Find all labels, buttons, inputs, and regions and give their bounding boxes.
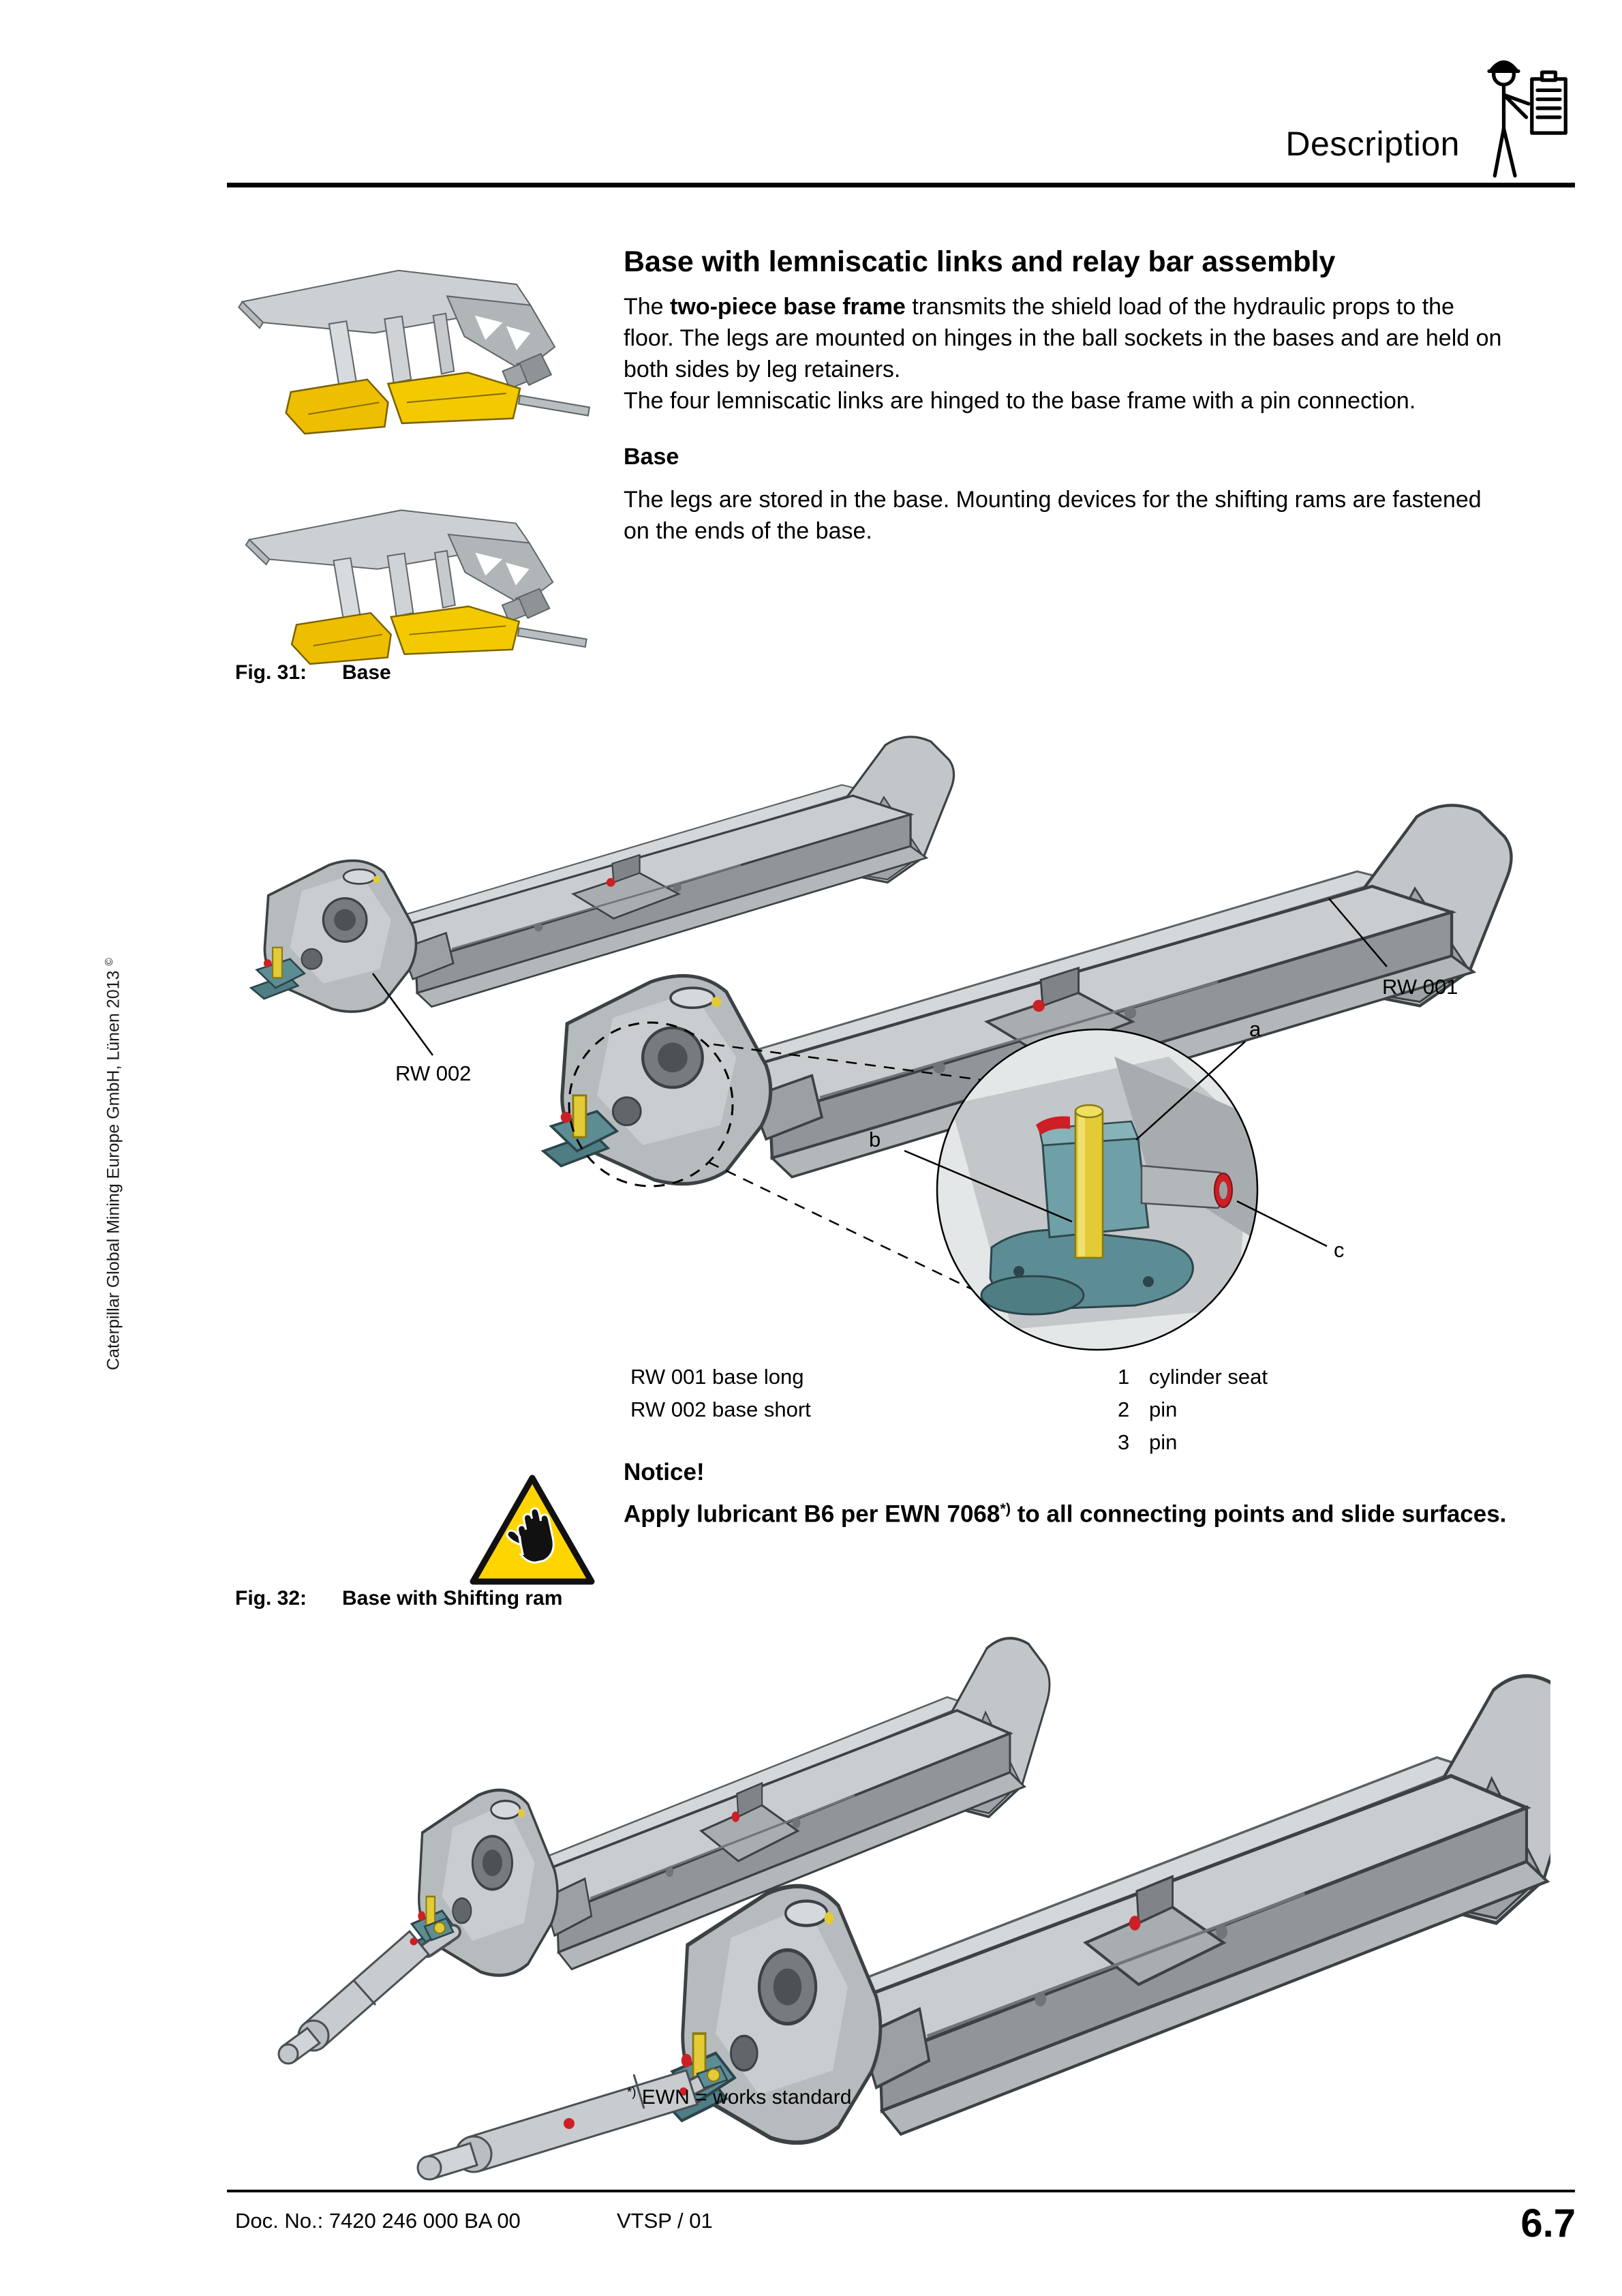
fig32-caption [235, 1587, 562, 1610]
paragraph-links: The four lemniscatic links are hinged to the base frame with a pin connection. [624, 388, 1416, 414]
base-assembly-rw002 [251, 737, 953, 1012]
description-section [624, 245, 1504, 547]
legend-item-1 [1118, 1361, 1268, 1393]
legend-num-1: 1 [1118, 1365, 1130, 1389]
copyright-side-note [104, 958, 123, 1370]
footer-doc-number: Doc. No.: 7420 246 000 BA 00 [235, 2209, 521, 2233]
paragraph-base-frame [624, 291, 1504, 385]
shifting-ram-2 [418, 2066, 727, 2179]
para1-post: transmits the shield load of the hydraulic props to the floor. The legs are mounted on hinges in the ball sockets in the bases and are held on both sides by leg retainers. [624, 294, 1502, 382]
fig31-base-illustration [228, 695, 1550, 1360]
footer-rule [227, 2190, 1575, 2192]
legend-num-2: 2 [1118, 1398, 1130, 1421]
notice-body [624, 1492, 1510, 1532]
notice-block [624, 1459, 1510, 1532]
legend-item-rw002: RW 002 base short [630, 1398, 811, 1421]
legend-text-3: pin [1149, 1430, 1178, 1454]
shield-support-thumbnail-1 [225, 258, 593, 450]
footer-revision: VTSP / 01 [617, 2209, 713, 2233]
fig32-label: Fig. 32: [235, 1587, 307, 1610]
base-assembly-with-ram-2 [664, 1676, 1550, 2143]
fig32-base-with-shifting-ram-illustration [228, 1621, 1550, 2194]
footnote-marker: *) [627, 2085, 637, 2099]
legend-item-3 [1118, 1426, 1268, 1459]
legend-item-rw001: RW 001 base long [630, 1365, 804, 1389]
fig31-caption [235, 661, 391, 684]
para1-bold: two-piece base frame [670, 294, 906, 320]
legend-text-2: pin [1149, 1398, 1178, 1421]
legend-num-3: 3 [1118, 1430, 1130, 1454]
notice-title: Notice! [624, 1459, 705, 1485]
notice-footnote-marker: *) [1000, 1500, 1011, 1517]
callout-c: c [1334, 1238, 1345, 1262]
section-heading: Base with lemniscatic links and relay bar assembly [624, 245, 1336, 278]
warning-triangle-icon [468, 1471, 597, 1588]
notice-body-pre: Apply lubricant B6 per EWN 7068 [624, 1500, 1000, 1528]
side-note-text: Caterpillar Global Mining Europe GmbH, Lünen 2013 [104, 970, 123, 1370]
page-title: Description [1285, 125, 1460, 163]
copyright-symbol: © [104, 958, 115, 966]
para1-pre: The [624, 294, 671, 320]
callout-rw001: RW 001 [1382, 975, 1458, 999]
detail-connector-line [709, 1162, 973, 1290]
paragraph-legs: The legs are stored in the base. Mounting devices for the shifting rams are fastened on the ends of the base. [624, 487, 1482, 544]
callout-rw002: RW 002 [395, 1061, 472, 1085]
detail-circle-cylinder-seat [937, 1029, 1257, 1350]
legend-item-2 [1118, 1393, 1268, 1426]
footnote-text: EWN = works standard [636, 2086, 852, 2109]
subheading-base: Base [624, 444, 679, 470]
callout-a: a [1249, 1017, 1261, 1041]
notice-body-post: to all connecting points and slide surfaces. [1011, 1500, 1507, 1528]
worker-icon [1470, 49, 1582, 185]
page-number: 6.7 [1520, 2201, 1576, 2246]
fig31-caption-text: Base [342, 661, 391, 684]
fig31-legend-left [630, 1361, 811, 1426]
shield-support-thumbnail-2 [225, 498, 593, 682]
fig32-caption-text: Base with Shifting ram [342, 1587, 563, 1610]
fig31-legend-right [1118, 1361, 1268, 1459]
header-rule [227, 183, 1575, 187]
footnote [627, 2085, 851, 2109]
fig31-label: Fig. 31: [235, 661, 307, 684]
shifting-ram-1 [279, 1918, 453, 2064]
legend-text-1: cylinder seat [1149, 1365, 1268, 1389]
callout-b: b [869, 1128, 881, 1151]
